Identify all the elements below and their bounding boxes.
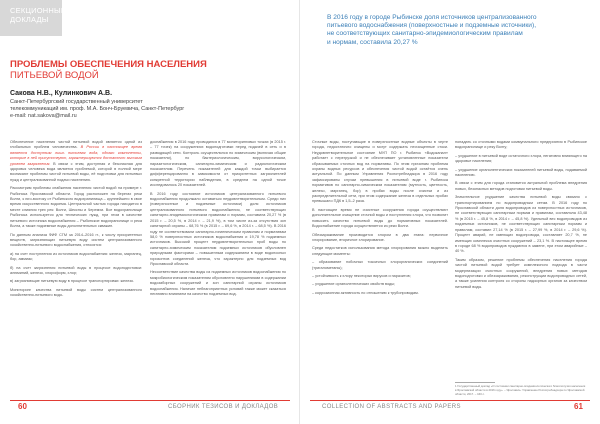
pull-quote-line-2: питьевого водоснабжения (поверхностные и подземные источники), [327, 22, 537, 30]
paragraph [10, 140, 142, 183]
paragraph: Таким образом, решение проблемы обеспечения населения города чистой питьевой водой требует комплексного подхода в части модернизации очистных сооружений, внедрения новых методов водоподготовки и обеззараживания, реконструкции водопроводных сетей, а также усиления контроля со стороны надзорных органов за качеством питьевой воды. [455, 257, 587, 289]
list-item: – устойчивость к хлору некоторых вирусов и паразитов; [312, 273, 411, 278]
list-item: – ухудшение органолептических свойств воды; [312, 282, 396, 287]
list-item: – образование побочных токсичных хлорорганических соединений (тригалометаны); [312, 260, 448, 270]
footnote-rule [455, 382, 495, 383]
article-title [10, 59, 290, 81]
paragraph: Рассмотрим проблемы снабжения населения чистой водой на примере г. Рыбинска Ярославской области. Город расположен на берегах реки Волги, к юго-востоку от Рыбинского водохранилища – крупнейшего в свое время искусственного водоема. Центральной частью города находится в месте слияния трех рек: Волги, Шексны и Черемхи. Все водохранилище Рыбинска используется для технических нужд, при этом в качестве питьевого источника водоснабжения – Рыбинское водохранилище и река Волга, а также подземные воды дополнительных скважин. [10, 186, 142, 229]
paragraph: В настоящее время не очистные сооружения города осуществляют дополнительное очищение сточной воды и поступления хлора, что позволит повысить качество питьевой воды до нормативных показателей. Водоснабжение города осуществляется из реки Волги. [312, 207, 448, 229]
affiliation-line-2: телекоммуникаций им. проф. М.А. Бонч-Бруевича, Санкт-Петербург [10, 106, 185, 112]
paragraph: В 2016 году состояние источников централизованного питьевого водоснабжения продолжало оставаться неудовлетворительным. Среди них (поверхностные и подземные источники) доля источников централизованного питьевого водоснабжения, не соответствующих санитарно-эпидемиологическим правилам и нормам, составила 20,27 % (в 2015 г. – 20,5 %, в 2014 г. – 21,9 %), в том числе из-за отсутствия зон санитарной охраны – 68,76 % (в 2015 г. – 69,6 %, в 2014 г. – 68,5 %). В 2016 году не соответствовали санитарно-гигиеническим правилам и нормативам 58,0 % поверхностных источников водоснабжения и 19,78 % подземных источников. Высокий процент неудовлетворительных проб воды по санитарно-химическим показателям подземных источников обусловлен природными факторами – повышенным содержанием в воде водоносных горизонтов соединений железа, что характерно для подземных вод Ярославской области. [150, 191, 286, 266]
paragraph: В связи с этим для города становится актуальной проблема внедрения новых, безопасных методов подготовки питьевой воды. [455, 181, 587, 191]
authors: Сакова Н.В., Кулинкович А.В. [10, 90, 113, 97]
right-column-2 [455, 140, 587, 293]
list-item: б) на счет загрязнения питьевой воды в процессе водоподготовки: алюминий, железо, хлороформ, хлор; [10, 265, 142, 275]
list-item: – коррозионная активность по отношению к трубопроводам. [312, 290, 419, 295]
footer-rule [310, 400, 590, 401]
footer-rule [10, 400, 290, 401]
paragraph: Мониторинг качества питьевой воды систем централизованного хозяйственно-питьевого водо- [10, 287, 142, 298]
pull-quote [327, 14, 567, 47]
title-line-2: ПИТЬЕВОЙ ВОДОЙ [10, 70, 99, 81]
paragraph: Сточные воды, поступающие в поверхностные водные объекты в черте города, недостаточно очищены и могут содержать неочищенные стоки. Неудовлетворительное состояние МУП ПО г. Рыбинск «Водоканал» работает с перегрузкой и не обеспечивает установленные показатели сбрасываемых сточных вод на нормативы. По этим причинам проблема охраны водных ресурсов и обеспечения чистой водой остаётся очень актуальной. По данным Управления Роспотребнадзора в 2016 году зафиксированы случаи превышения в питьевой воде г. Рыбинска нормативов по санитарно-химическим показателям (мутность, цветность, железо, марганец, бор) в пробах воды после очистки и из распределительной сети, при этом содержание железа в отдельных пробах превышало ПДК в 1,5–2 раза. [312, 140, 448, 204]
footnote [455, 382, 587, 396]
page-number-left: 60 [18, 402, 27, 411]
paragraph: доснабжения в 2016 году проводился в 77 мониторинговых точках (в 2015 г. – 77 точек) на сооружениях водоподготовки перед подачей в сеть и в разводящей сети. Контроль осуществлялся по химическим (включая общие показатели), по бактериологическим, вирусологическим, паразитологическим, санитарно-химическим и радиологическим показателям. Перечень показателей для каждой точки выбирается дифференцированно в зависимости от приоритетных загрязнителей конкретной территории наблюдения, в среднем на одной точке исследовалось 20 показателей. [150, 140, 286, 188]
paragraph-text: В связи с этим, доступная и безопасная для здоровья человека вода является проблемой, которой в полной мере возникают проблемы чистой питьевой воды, её подготовки для питьевых нужд и централизованной подачи населению. [10, 161, 142, 182]
footnote-text: 1 Государственный доклад «О состоянии санитарно-эпидемиологического благополучия населения в Ярославской области в 2016 году». – Ярославль: Управление Роспотребнадзора по Ярославской области, 2017. – 160 с. [455, 384, 586, 396]
affiliation [10, 99, 290, 120]
affiliation-email: e-mail: nat.sakova@mail.ru [10, 113, 77, 119]
paragraph: попадать со сточными водами коммунального предприятия в Рыбинское водохранилище и реку Волгу; [455, 140, 587, 150]
list-item: а) на счет поступления из источников водоснабжения: железо, марганец, бор, аммиак; [10, 251, 142, 262]
page-number-right: 61 [574, 402, 583, 411]
section-tag-line-2: ДОКЛАДЫ [10, 15, 49, 24]
list-item: – ухудшение в питьевой воде остаточного хлора, негативно влияющего на здоровье населения; [455, 153, 587, 164]
left-column-1 [10, 140, 142, 302]
running-footer-left: СБОРНИК ТЕЗИСОВ И ДОКЛАДОВ [168, 404, 279, 410]
paragraph: Среди недостатков использования метода хлорирования можно выделить следующие моменты: [312, 246, 448, 256]
pull-quote-line-1: В 2016 году в городе Рыбинске доля источников централизованного [327, 14, 537, 21]
right-column-1 [312, 140, 448, 299]
pull-quote-line-4: и нормам, составила 20,27 % [327, 38, 418, 46]
paragraph: Несоответствие качества воды из подземных источников водоснабжения по микробиологическим показателям обусловлено нарушениями в содержании водозаборных сооружений и зон санитарной охраны источников водоснабжения. Наличие неблагоприятных условий также может сказаться негативно влиянием на качество подземных вод. [150, 270, 286, 296]
pull-quote-line-3: не соответствующих санитарно-эпидемиологическим правилам [327, 30, 523, 38]
paragraph-text: Обеспечение населения чистой питьевой водой является одной из глобальных проблем человечества. [10, 140, 142, 150]
list-item: в) загрязняющие питьевую воду в процессе транспортировки: железо. [10, 279, 135, 284]
paragraph: По данным анализа ФИФ СГМ за 2014–2016 гг., к числу приоритетных веществ, загрязняющих питьевую воду систем централизованного хозяйственно-питьевого водоснабжения, относятся: [10, 232, 142, 248]
section-tag-line-1: СЕКЦИОННЫЕ [10, 6, 67, 15]
paragraph: Значительное ухудшение качества питьевой воды связано с транспортированием по водопроводным сетям. В 2016 году по Ярославской области доля водопроводов из поверхностных источников, не соответствующих санитарным нормам и правилам, составляла 43,48 % (в 2015 г. – 45,8 %, в 2014 г. – 45,8 %). Удельный вес водопроводов из подземных источников, не соответствующих санитарным нормам и правилам, составил 27,14 % (в 2015 г. – 27,99 %, в 2014 г. – 29,6 %). Процент аварий, не имеющих водопровода, составляет 20,7 %, не имеющих комплекса очистных сооружений – 23,1 %. В настоящее время в городе 68 % водопроводов нуждаются в замене, при этом аварийные – 40 %. [455, 195, 587, 254]
running-footer-right: COLLECTION OF ABSTRACTS AND PAPERS [322, 404, 461, 410]
title-line-1: ПРОБЛЕМЫ ОБЕСПЕЧЕНИЯ НАСЕЛЕНИЯ [10, 59, 207, 70]
paragraph: Обеззараживание производится хлором в два этапа: первичное хлорирование, вторичное хлорирование. [312, 232, 448, 242]
list-item: – ухудшение органолептических показателей питьевой воды, подаваемой населению. [455, 167, 587, 178]
affiliation-line-1: Санкт-Петербургский государственный университет [10, 99, 143, 105]
left-column-2 [150, 140, 286, 300]
highlighted-text: В России в настоящее время является доступным лишь питьевая вода, однако компоненты, которые в ней присутствуют, характеризуются достаточно высоким уровнем загрязнения. [10, 145, 142, 166]
section-tag [0, 0, 67, 36]
